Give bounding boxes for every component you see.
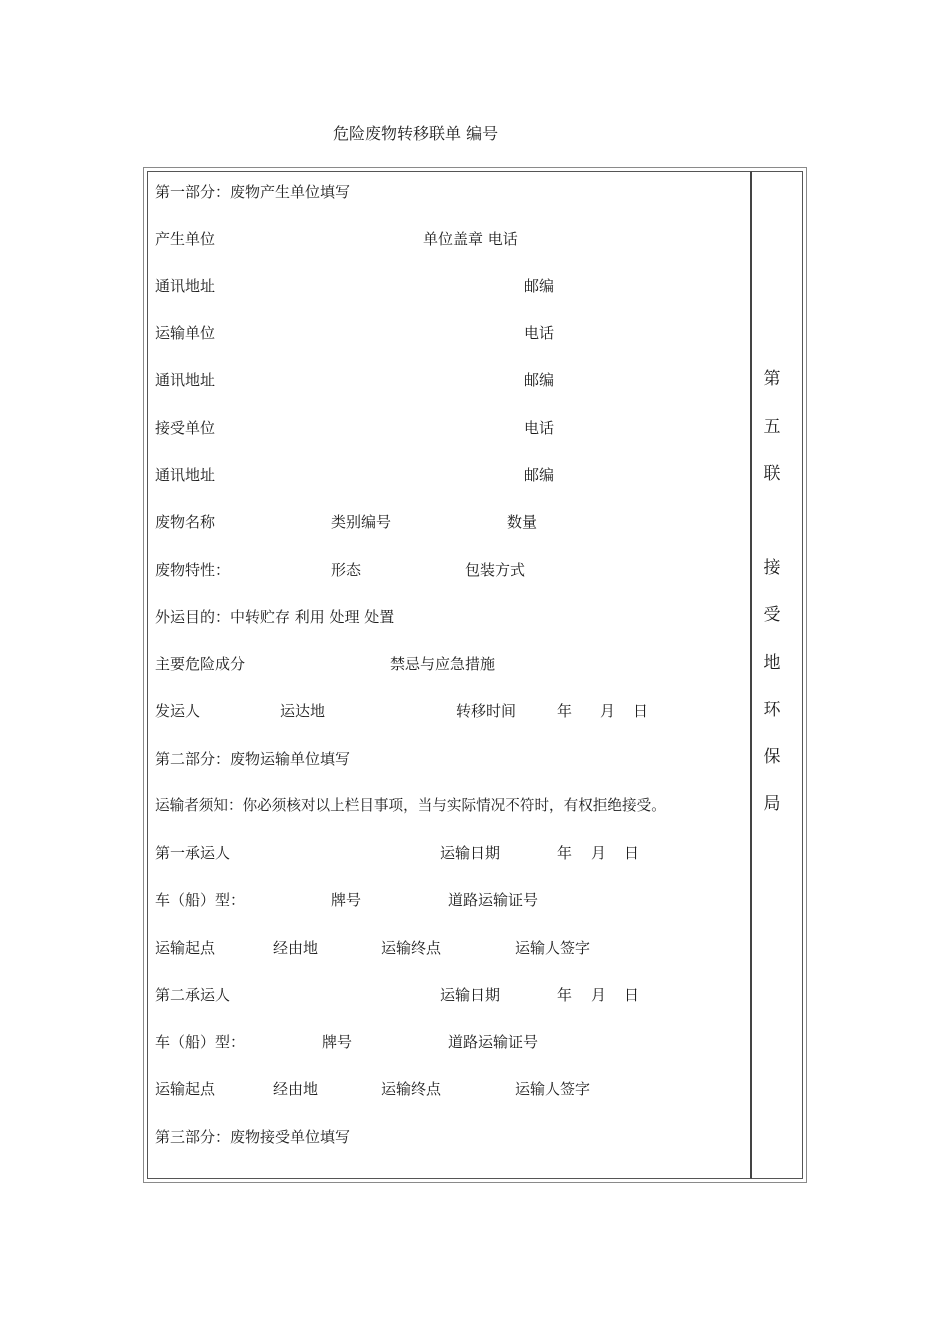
waste-name-label: 废物名称 (155, 513, 216, 531)
receiver-label: 接受单位 (155, 419, 216, 437)
side-char: 受 (763, 605, 781, 625)
receiver-postcode-label: 邮编 (524, 466, 555, 484)
document-title: 危险废物转移联单 编号 (333, 124, 499, 143)
carrier1-end-label: 运输终点 (381, 939, 442, 957)
carrier2-permit-label: 道路运输证号 (448, 1033, 539, 1051)
transporter-postcode-label: 邮编 (524, 371, 555, 389)
quantity-label: 数量 (507, 513, 538, 531)
carrier2-month-label: 月 (591, 986, 607, 1004)
side-char: 环 (763, 700, 781, 720)
carrier1-date-label: 运输日期 (440, 844, 501, 862)
carrier2-year-label: 年 (557, 986, 573, 1004)
receiver-address-label: 通讯地址 (155, 466, 216, 484)
carrier2-date-label: 运输日期 (440, 986, 501, 1004)
side-char: 五 (763, 417, 781, 437)
carrier1-day-label: 日 (624, 844, 640, 862)
transporter-address-label: 通讯地址 (155, 371, 216, 389)
carrier1-via-label: 经由地 (273, 939, 319, 957)
stamp-phone-label: 单位盖章 电话 (423, 230, 518, 248)
waste-property-label: 废物特性： (155, 561, 231, 579)
carrier2-start-label: 运输起点 (155, 1080, 216, 1098)
taboo-measures-label: 禁忌与应急措施 (390, 655, 496, 673)
copy-designation-column (752, 171, 792, 1179)
side-char: 地 (763, 653, 781, 673)
carrier2-day-label: 日 (624, 986, 640, 1004)
carrier1-signature-label: 运输人签字 (515, 939, 591, 957)
shipper-label: 发运人 (155, 702, 201, 720)
carrier1-permit-label: 道路运输证号 (448, 891, 539, 909)
transfer-month-label: 月 (600, 702, 616, 720)
transport-notice: 运输者须知：你必须核对以上栏目事项，当与实际情况不符时，有权拒绝接受。 (155, 797, 666, 814)
side-char: 局 (763, 794, 781, 814)
destination-label: 运达地 (280, 702, 326, 720)
carrier2-via-label: 经由地 (273, 1080, 319, 1098)
side-char: 联 (763, 464, 781, 484)
hazard-component-label: 主要危险成分 (155, 655, 246, 673)
producer-postcode-label: 邮编 (524, 277, 555, 295)
side-char: 保 (763, 747, 781, 767)
carrier2-vehicle-label: 车（船）型： (155, 1033, 246, 1051)
carrier2-signature-label: 运输人签字 (515, 1080, 591, 1098)
transfer-day-label: 日 (633, 702, 649, 720)
carrier1-vehicle-label: 车（船）型： (155, 891, 246, 909)
carrier2-label: 第二承运人 (155, 986, 231, 1004)
transporter-phone-label: 电话 (524, 324, 555, 342)
carrier1-plate-label: 牌号 (331, 891, 362, 909)
packaging-label: 包装方式 (465, 561, 526, 579)
receiver-phone-label: 电话 (524, 419, 555, 437)
side-char: 第 (763, 369, 781, 389)
part3-header: 第三部分：废物接受单位填写 (155, 1128, 351, 1146)
side-char: 接 (763, 558, 781, 578)
carrier1-label: 第一承运人 (155, 844, 231, 862)
producer-label: 产生单位 (155, 230, 216, 248)
carrier1-month-label: 月 (591, 844, 607, 862)
purpose-label: 外运目的：中转贮存 利用 处理 处置 (155, 608, 395, 626)
carrier1-year-label: 年 (557, 844, 573, 862)
carrier2-plate-label: 牌号 (322, 1033, 353, 1051)
carrier1-start-label: 运输起点 (155, 939, 216, 957)
transfer-time-label: 转移时间 (456, 702, 517, 720)
carrier2-end-label: 运输终点 (381, 1080, 442, 1098)
form-label: 形态 (331, 561, 362, 579)
producer-address-label: 通讯地址 (155, 277, 216, 295)
form-main-panel (147, 171, 752, 1179)
transfer-year-label: 年 (557, 702, 573, 720)
category-code-label: 类别编号 (331, 513, 392, 531)
part2-header: 第二部分：废物运输单位填写 (155, 750, 351, 768)
part1-header: 第一部分：废物产生单位填写 (155, 183, 351, 201)
transporter-label: 运输单位 (155, 324, 216, 342)
